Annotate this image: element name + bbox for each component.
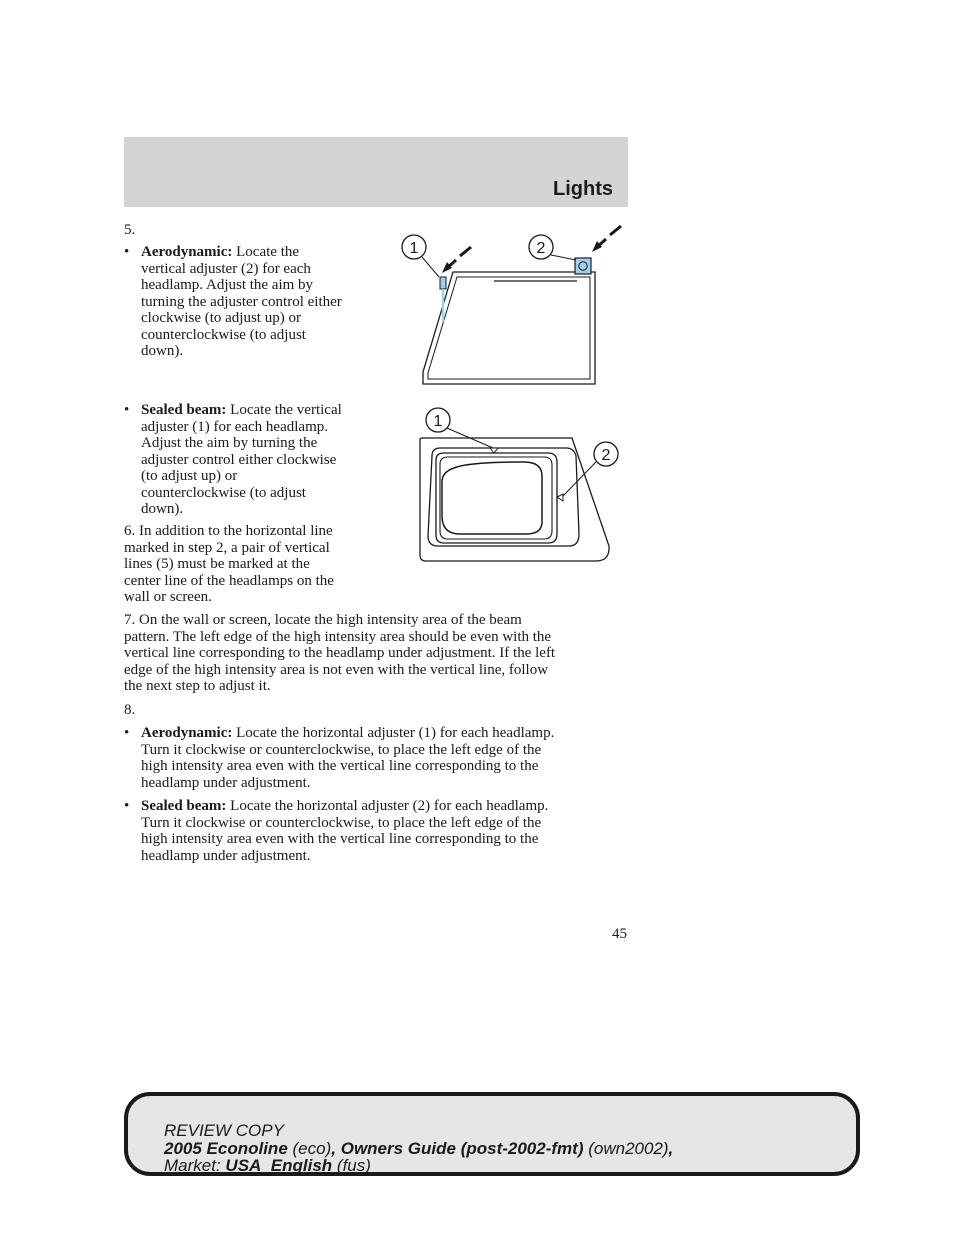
document-identifier: 2005 Econoline (eco), Owners Guide (post-2002-fmt) (own2002), [164,1138,674,1158]
review-copy-footer [124,1092,860,1176]
step-6-paragraph: 6. In addition to the horizontal line marked in step 2, a pair of vertical lines (5) must be marked at the center line of the headlamps on the wall or screen. [124,523,334,605]
step-8-sealed-bullet: • Sealed beam: Locate the horizontal adjuster (2) for each headlamp. Turn it clockwise or counterclockwise, to place the left edge of the high intensity area even with the vertical line corresponding to the headlamp under adjustment. [124,798,549,864]
step-8-aero-bullet: • Aerodynamic: Locate the horizontal adjuster (1) for each headlamp. Turn it clockwise or counterclockwise, to place the left edge of the high intensity area even with the vertical line corresponding to the headlamp under adjustment. [124,725,555,791]
market-identifier: Market: USA_English (fus) [164,1156,371,1175]
step-8-number: 8. [124,702,136,718]
horizontal-adjuster-icon [440,277,446,289]
aero-label: Aerodynamic: [141,725,233,741]
sealed-beam-headlamp-figure [414,404,626,566]
bullet-marker: • [124,402,130,418]
sealed-lamp-lens [442,462,542,534]
vertical-adjuster-icon [575,258,591,274]
callout-2-label: 2 [536,240,546,257]
step-5-aero-bullet: • Aerodynamic: Locate the vertical adjuster (2) for each headlamp. Adjust the aim by turning the adjuster control either clockwise (to adjust up) or counterclockwise (to adjust down). [124,244,342,359]
bullet-marker: • [124,798,130,814]
sealed-label: Sealed beam: [141,402,227,418]
aero-label: Aerodynamic: [141,244,233,260]
step-5-sealed-bullet: • Sealed beam: Locate the vertical adjuster (1) for each headlamp. Adjust the aim by turning the adjuster control either clockwise (to adjust up) or counterclockwise (to adjust down). [124,402,342,517]
review-copy-label: REVIEW COPY [164,1121,284,1140]
aero-headlamp-figure [396,222,628,390]
page-number: 45 [612,926,627,942]
sealed-label: Sealed beam: [141,798,227,814]
bullet-marker: • [124,244,130,260]
callout-2-label: 2 [601,447,611,464]
callout-1-leader [422,257,439,277]
step-5-number: 5. [124,222,136,238]
aero-headlamp-outline [423,272,595,384]
step-7-paragraph: 7. On the wall or screen, locate the high intensity area of the beam pattern. The left edge of the high intensity area should be even with the vertical line corresponding to the headlamp under adjustment. If the left edge of the high intensity area is not even with the vertical line, follow the next step to adjust it. [124,612,556,694]
section-header [124,137,628,207]
arrow-2-dash [610,226,621,235]
section-title: Lights [553,178,613,200]
arrow-1-dash [460,247,471,256]
callout-2-leader [551,255,576,260]
bullet-marker: • [124,725,130,741]
callout-1-label: 1 [433,413,443,430]
callout-1-label: 1 [409,240,419,257]
